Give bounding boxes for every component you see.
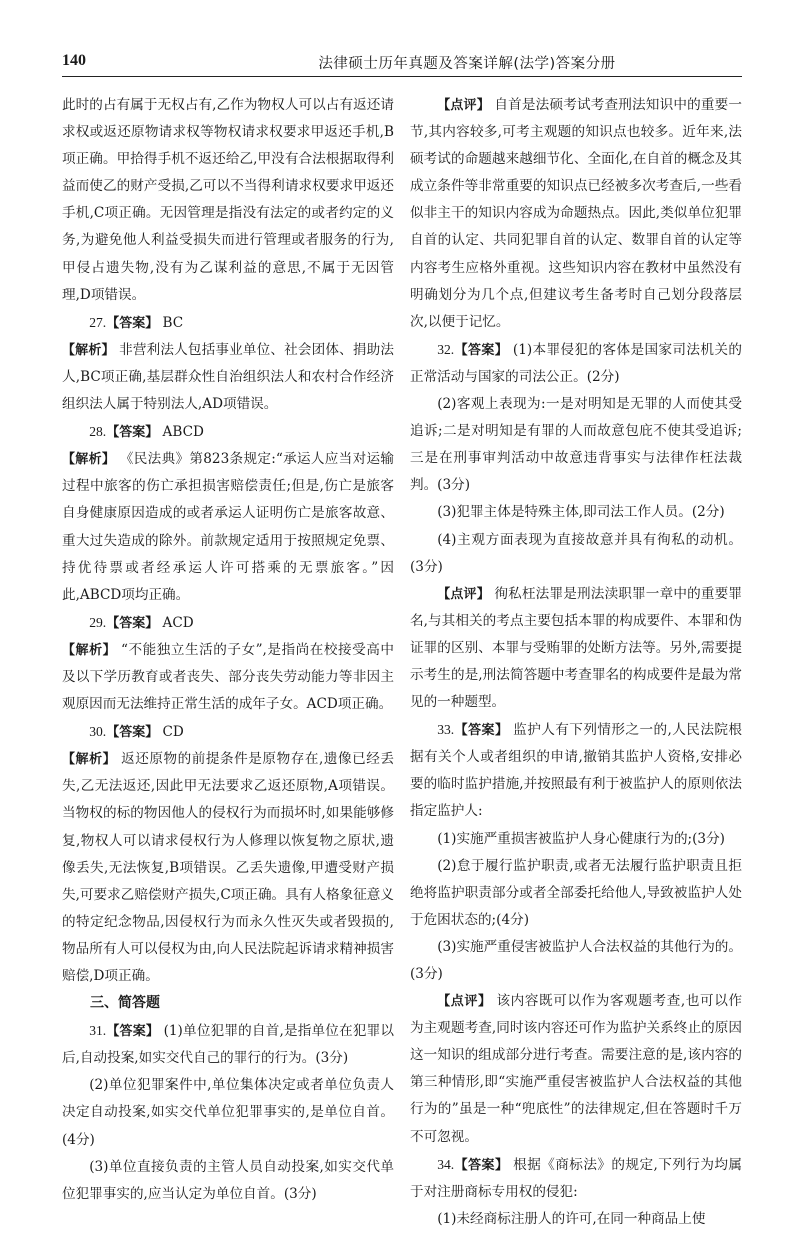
explanation-tag: 【解析】 [62,452,116,468]
answer-31 [62,1017,394,1072]
answer-point: (4)主观方面表现为直接故意并具有徇私的动机。(3分) [410,531,742,575]
question-number: 34. [437,1156,455,1172]
answer-28 [62,418,394,446]
explanation-29 [62,637,394,718]
answer-29 [62,609,394,637]
answer-value: CD [162,724,184,741]
answer-tag: 【答案】 [454,342,509,358]
answer-point: (1)未经商标注册人的许可,在同一种商品上使 [437,1210,706,1227]
answer-tag: 【答案】 [106,315,159,331]
explanation-tag: 【解析】 [62,342,115,358]
question-number: 29. [89,614,107,630]
answer-tag: 【答案】 [106,1024,160,1040]
answer-tag: 【答案】 [106,615,159,631]
section-heading: 三、简答题 [90,995,160,1012]
explanation-text: 《民法典》第823条规定:“承运人应当对运输过程中旅客的伤亡承担损害赔偿责任;但是,伤亡是旅客自身健康原因造成的或者承运人证明伤亡是旅客故意、重大过失造成的除外。前款规定适用于按照规定免票、持优待票或者经承运人许可搭乘的无票旅客。”因此,ABCD项均正确。 [62,451,394,603]
answer-tag: 【答案】 [454,1157,509,1173]
explanation-28 [62,446,394,609]
explanation-text: 非营利法人包括事业单位、社会团体、捐助法人,BC项正确,基层群众性自治组织法人和农村合作经济组织法人属于特别法人,AD项错误。 [62,341,394,413]
question-number: 28. [89,424,107,440]
answer-point: (2)怠于履行监护职责,或者无法履行监护职责且拒绝将监护职责部分或者全部委托给他人,导致被监护人处于危困状态的;(4分) [410,857,742,928]
answer-32 [410,336,742,391]
comment-33 [410,988,742,1151]
explanation-27 [62,337,394,418]
question-number: 33. [437,722,455,738]
comment-text: 该内容既可以作为客观题考查,也可以作为主观题考查,同时该内容还可作为监护关系终止的原因这一知识的组成部分进行考查。需要注意的是,该内容的第三种情形,即“实施严重侵害被监护人合法权益的其他行为的”虽是一种“兜底性”的法律规定,但在答题时千万不可忽视。 [410,993,742,1145]
answer-34 [410,1151,742,1206]
answer-point: (3)犯罪主体是特殊主体,即司法工作人员。(2分) [437,504,725,521]
answer-30 [62,718,394,746]
question-number: 32. [437,341,455,357]
comment-31 [410,92,742,336]
explanation-text: “不能独立生活的子女”,是指尚在校接受高中及以下学历教育或者丧失、部分丧失劳动能力等非因主观原因而无法维持正常生活的成年子女。ACD项正确。 [62,641,394,713]
answer-value: BC [162,314,184,331]
comment-tag: 【点评】 [437,98,490,113]
answer-intro: 根据《商标法》的规定,下列行为均属于对注册商标专用权的侵犯: [410,1156,742,1200]
explanation-tag: 【解析】 [62,752,117,768]
answer-value: ABCD [162,424,204,441]
header-rule [62,76,742,77]
comment-tag: 【点评】 [437,994,492,1010]
answer-27 [62,309,394,337]
answer-point: (1)本罪侵犯的客体是国家司法机关的正常活动与国家的司法公正。(2分) [410,341,742,385]
answer-point: (1)实施严重损害被监护人身心健康行为的;(3分) [437,830,725,847]
question-number: 30. [89,724,107,740]
comment-text: 自首是法硕考试考查刑法知识中的重要一节,其内容较多,可考主观题的知识点也较多。近年来,法硕考试的命题越来越细节化、全面化,在自首的概念及其成立条件等非常重要的知识点已经被多次考查后,一些看似非主干的知识内容成为命题热点。因此,类似单位犯罪自首的认定、共同犯罪自首的认定、数罪自首的认定等内容考生应格外重视。这些知识内容在教材中虽然没有明确划分为几个点,但建议考生备考时自己划分段落层次,以便于记忆。 [410,97,742,330]
right-column [410,92,742,1233]
explanation-text: 返还原物的前提条件是原物存在,遗像已经丢失,乙无法返还,因此甲无法要求乙返还原物,A项错误。当物权的标的物因他人的侵权行为而损坏时,如果能够修复,物权人可以请求侵权行为人修理以恢复物之原状,遗像丢失,无法恢复,B项错误。乙丢失遗像,甲遭受财产损失,可要求乙赔偿财产损失,C项正确。具有人格象征意义的特定纪念物品,因侵权行为而永久性灭失或者毁损的,物品所有人可以侵权为由,向人民法院起诉请求精神损害赔偿,D项正确。 [62,751,394,984]
answer-point: (3)实施严重侵害被监护人合法权益的其他行为的。(3分) [410,938,742,982]
answer-tag: 【答案】 [106,425,159,441]
page-number: 140 [62,52,86,69]
continued-paragraph: 此时的占有属于无权占有,乙作为物权人可以占有返还请求权或返还原物请求权等物权请求权要求甲返还手机,B项正确。甲拾得手机不返还给乙,甲没有合法根据取得利益而使乙的财产受损,乙可以不当得利请求权要求甲返还手机,C项正确。无因管理是指没有法定的或者约定的义务,为避免他人利益受损失而进行管理或者服务的行为,甲侵占遗失物,没有为乙谋利益的意思,不属于无因管理,D项错误。 [62,97,394,303]
answer-intro: 监护人有下列情形之一的,人民法院根据有关个人或者组织的申请,撤销其监护人资格,安排必要的临时监护措施,并按照最有利于被监护人的原则依法指定监护人: [410,722,742,820]
question-number: 31. [89,1023,107,1039]
running-title: 法律硕士历年真题及答案详解(法学)答案分册 [318,56,616,72]
comment-32 [410,581,742,716]
comment-text: 徇私枉法罪是刑法渎职罪一章中的重要罪名,与其相关的考点主要包括本罪的构成要件、本罪和伪证罪的区别、本罪与受贿罪的处断方法等。另外,需要提示考生的是,刑法简答题中考查罪名的构成要件是最为常见的一种题型。 [410,585,742,711]
answer-point: (3)单位直接负责的主管人员自动投案,如实交代单位犯罪事实的,应当认定为单位自首。(3分) [62,1158,394,1202]
left-column [62,92,394,1208]
comment-tag: 【点评】 [437,586,490,602]
answer-point: (2)客观上表现为:一是对明知是无罪的人而使其受追诉;二是对明知是有罪的人而故意包庇不使其受追诉;三是在刑事审判活动中故意违背事实与法律作枉法裁判。(3分) [410,396,742,494]
answer-33 [410,716,742,825]
answer-value: ACD [162,614,194,631]
explanation-30 [62,746,394,990]
explanation-tag: 【解析】 [62,642,117,658]
question-number: 27. [89,314,107,330]
answer-point: (2)单位犯罪案件中,单位集体决定或者单位负责人决定自动投案,如实交代单位犯罪事实的,是单位自首。(4分) [62,1077,394,1148]
answer-point: (1)单位犯罪的自首,是指单位在犯罪以后,自动投案,如实交代自己的罪行的行为。(3分) [62,1023,394,1067]
answer-tag: 【答案】 [454,723,509,739]
answer-tag: 【答案】 [106,725,159,741]
